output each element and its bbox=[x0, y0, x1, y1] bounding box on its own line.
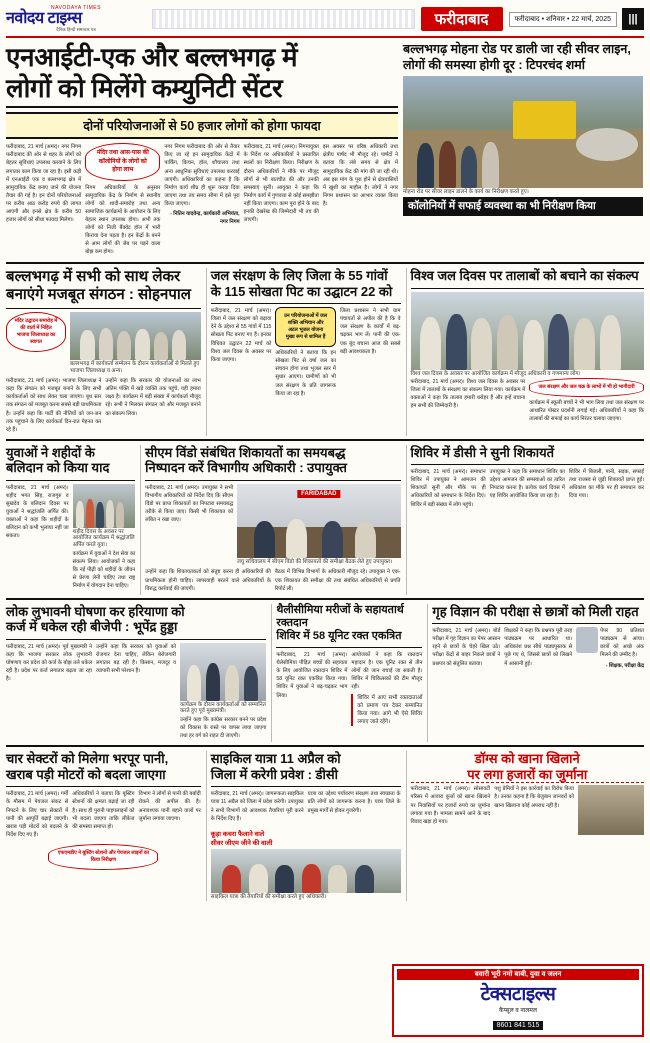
story-cm-window bbox=[140, 445, 400, 595]
sewer-line-story bbox=[403, 42, 643, 258]
section-rule-4 bbox=[6, 745, 644, 747]
vishwajal-body-2: कार्यक्रम में स्कूली बच्चों ने भी भाग लिया तथा जल संरक्षण पर आधारित पोस्टर प्रदर्शनी लगाई गई। अधिकारियों ने कहा कि तालाबों की सफाई का कार्य निरंतर चलाया जाएगा। bbox=[529, 400, 645, 423]
ballabgarh-body-2: उन्होंने कहा कि सरकार की योजनाओं का लाभ अंतिम पंक्ति में खड़े व्यक्ति तक पहुंचे, यही हमारा लक्ष्य है। कार्यक्रम में बड़ी संख्या में कार्यकर्ता मौजूद रहे। सभी ने मिलकर संगठन को और मजबूत बनाने का संकल्प लिया। bbox=[105, 378, 201, 417]
lead-column-3 bbox=[164, 143, 239, 258]
vishwajal-photo bbox=[411, 292, 644, 370]
ballabgarh-headline-l1: बल्लभगढ़ में सभी को साथ लेकर bbox=[6, 268, 181, 286]
thal-headline-l2: शिविर में 58 यूनिट रक्त एकत्रित bbox=[276, 630, 402, 643]
bjp-headline-l2: कर्ज में धकेल रही बीजेपी : भूपेंद्र हुड्डा bbox=[6, 619, 178, 635]
masthead-decorative-strip bbox=[152, 9, 415, 29]
publisher-mark-icon: ||| bbox=[622, 8, 644, 30]
lead-headline-line2: लोगों को मिलेंगे कम्युनिटी सेंटर bbox=[6, 72, 283, 103]
section-rule-2 bbox=[6, 439, 644, 441]
section-rule-1 bbox=[6, 262, 644, 264]
kachra-headline-l1: कूड़ा कचरा फैलाने वाले bbox=[210, 830, 265, 838]
lead-headline-line1: एनआईटी-एक और बल्लभगढ़ में bbox=[6, 42, 298, 72]
grih-rule bbox=[432, 623, 644, 624]
jal-body-2: अधिकारियों ने बताया कि इन सोखता पिट से वर्षा जल का संचयन होगा तथा भूजल स्तर में सुधार आएगा। ग्रामीणों को भी जल संरक्षण के प्रति जागरूक किया जा रहा है। bbox=[275, 350, 336, 397]
bjp-body-3: उन्होंने कहा कि कांग्रेस सरकार बनने पर प्रदेश को विकास के रास्ते पर वापस लाया जाएगा तथा हर वर्ग को राहत दी जाएगी। bbox=[180, 717, 267, 740]
cycle-photo bbox=[211, 849, 401, 893]
bjp-photo bbox=[180, 643, 266, 701]
dog-photo bbox=[578, 785, 644, 835]
jal-headline-l1: जल संरक्षण के लिए जिला के 55 गांवों bbox=[210, 268, 388, 284]
bjp-headline bbox=[6, 604, 266, 635]
sectors-body-2: अधिकारियों ने बताया कि बूस्टिंग स्टेशनों की क्षमता बढ़ाई जा रही है। साथ ही पुरानी पाइपलाइनों को भी बदला जाएगा ताकि लीकेज की समस्या समाप्त हो। bbox=[72, 791, 135, 830]
ballabgarh-body-1: फरीदाबाद, 21 मार्च (अमर)। भाजपा जिलाध्यक्ष ने कहा कि संगठन को मजबूत बनाने के लिए सभी कार्यकर्ताओं को साथ लेकर चला जाएगा। बूथ स्तर तक संगठन को मजबूत करना सबसे बड़ी प्राथमिकता है। उन्होंने कहा कि पार्टी की नीतियों को जन-जन तक पहुंचाने के लिए कार्यकर्ता दिन-रात मेहनत कर रहे हैं। bbox=[6, 378, 102, 433]
shivir-body-1: फरीदाबाद, 21 मार्च (अमर)। समाधान शिविर में उपायुक्त ने आमजन की शिकायतें सुनीं और मौके पर ही अधिकारियों को समाधान के निर्देश दिए। शिविर में बड़ी संख्या में लोग पहुंचे। bbox=[410, 469, 486, 508]
shivir-body-2: उपायुक्त ने कहा कि समाधान शिविर का उद्देश्य आमजन की समस्याओं का त्वरित निपटारा करना है। प्रत्येक कार्य दिवस में यह शिविर आयोजित किया जा रहा है। bbox=[489, 469, 565, 500]
band-4 bbox=[6, 604, 644, 743]
grih-quote-text: पेपर 90 प्रतिशत पाठ्यक्रम से आया। छात्रों को अच्छे अंक मिलने की उम्मीद है। bbox=[600, 628, 645, 659]
vishwajal-photo-caption: विश्व जल दिवस के अवसर पर आयोजित कार्यक्रम में मौजूद अधिकारी व गणमान्य लोग। bbox=[410, 370, 581, 377]
masthead-right bbox=[509, 8, 644, 30]
lead-col2-text: निगम अधिकारियों के अनुसार सामुदायिक केंद्र के निर्माण से स्थानीय लोगों को शादी-समारोह तथा अन्य सामाजिक कार्यक्रमों के आयोजन के लिए बेहतर स्थान उपलब्ध होगा। अभी तक लोगों को निजी बैंक्वेट हॉल में भारी किराया देना पड़ता है। इन केंद्रों के बनने से आम लोगों की जेब पर पड़ने वाला बोझ कम होगा। bbox=[85, 184, 161, 256]
lead-col1-text: फरीदाबाद, 21 मार्च (अमर)। नगर निगम फरीदाबाद की ओर से शहर के लोगों को बेहतर सुविधाएं उपलब्ध करवाने के लिए लगातार काम किया जा रहा है। इसी कड़ी में एनआईटी एक व बल्लभगढ़ क्षेत्र में सामुदायिक केंद्र बनाए जाने की योजना तैयार की गई है। इन दोनों परियोजनाओं पर करीब आठ करोड़ रुपये की लागत आएगी और इनसे क्षेत्र के करीब 50 हजार लोगों को सीधा फायदा मिलेगा। bbox=[6, 144, 82, 223]
sectors-headline-l2: खराब पड़ी मोटरों को बदला जाएगा bbox=[6, 766, 166, 782]
story-shaheed bbox=[6, 445, 135, 595]
cycle-headline-l1: साइकिल यात्रा 11 अप्रैल को bbox=[210, 751, 341, 767]
story-shivir-dc bbox=[406, 445, 644, 595]
thal-body-2: आयोजकों ने कहा कि रक्तदान महादान है। एक यूनिट रक्त से तीन लोगों की जान बचाई जा सकती है। शिविर में चिकित्सकों की टीम मौजूद रही। bbox=[351, 652, 423, 691]
shaheed-headline-l1: युवाओं ने शहीदों के bbox=[6, 444, 95, 460]
cycle-headline-l2: जिला में करेगी प्रवेश : डीसी bbox=[210, 766, 339, 782]
cycle-photo-caption: साइकिल यात्रा की तैयारियों की समीक्षा करते हुए अधिकारी। bbox=[210, 893, 327, 900]
jal-body-3: जिला प्रशासन ने सभी ग्राम पंचायतों से अपील की है कि वे जल संरक्षण के कार्यों में बढ़-चढ़कर भाग लें। पानी की एक-एक बूंद बचाना आज की सबसे बड़ी आवश्यकता है। bbox=[339, 308, 401, 355]
bjp-body-1: फरीदाबाद, 21 मार्च (अमर)। पूर्व मुख्यमंत्री ने कहा कि भाजपा सरकार लोक लुभावनी घोषणाएं कर प्रदेश को कर्ज के बोझ तले धकेल रही है। प्रदेश पर कर्ज लगातार बढ़ता जा रहा है। bbox=[6, 643, 92, 683]
lead-rule bbox=[6, 106, 398, 108]
lead-body-columns bbox=[6, 143, 398, 258]
thal-headline-l1: थैलीसीमिया मरीजों के सहायतार्थ रक्तदान bbox=[276, 603, 404, 629]
grih-body-1: फरीदाबाद, 21 मार्च (अमर)। बोर्ड परीक्षा में गृह विज्ञान का पेपर आसान रहने से छात्रों के चेहरे खिल उठे। परीक्षा केंद्रों से बाहर निकले छात्रों ने प्रश्नपत्र को संतुलित बताया। bbox=[432, 628, 501, 667]
shaheed-headline-l2: बलिदान को किया याद bbox=[6, 460, 110, 476]
cmwindow-body-1: फरीदाबाद, 21 मार्च (अमर)। उपायुक्त ने सभी विभागीय अधिकारियों को निर्देश दिए कि सीएम विंडो पर प्राप्त शिकायतों का निपटारा समयबद्ध तरीके से किया जाए। किसी भी शिकायत को लंबित न रखा जाए। bbox=[145, 484, 234, 524]
shaheed-headline bbox=[6, 445, 135, 476]
sectors-body-1: फरीदाबाद, 21 मार्च (अमर)। गर्मी के मौसम में पेयजल संकट से निपटने के लिए चार सेक्टरों में पानी की आपूर्ति बढ़ाई जाएगी। खराब पड़ी मोटरों को बदलने के निर्देश दिए गए हैं। bbox=[6, 791, 69, 838]
newspaper-logo bbox=[6, 5, 146, 33]
bjp-rule bbox=[6, 639, 266, 640]
faridabad-banner: FARIDABAD bbox=[297, 490, 340, 498]
lead-headline bbox=[6, 42, 398, 103]
band-3 bbox=[6, 445, 644, 595]
shaheed-rule bbox=[6, 480, 135, 481]
cycle-rule bbox=[211, 786, 401, 787]
dogs-headline-l2: पर लगा हजारों का जुर्माना bbox=[467, 766, 588, 782]
lead-col4-text: फरीदाबाद, 21 मार्च (अमर)। निगमायुक्त के निर्देश पर अधिकारियों ने प्रस्तावित स्थलों का निरीक्षण किया। निरीक्षण के दौरान अधिकारियों ने मौके पर मौजूद लोगों से भी बातचीत की और उनकी समस्याएं सुनीं। आयुक्त ने कहा कि निर्माण कार्य में गुणवत्ता से कोई समझौता नहीं किया जाएगा। काम पूरा होने के बाद इनकी देखरेख की जिम्मेदारी भी तय की जाएगी। bbox=[243, 144, 319, 223]
sewer-headline: बल्लभगढ़ मोहना रोड पर डाली जा रही सीवर लाइन, लोगों की समस्या होगी दूर : टिपरचंद शर्मा bbox=[403, 42, 631, 72]
story-vishwa-jal-diwas bbox=[406, 268, 644, 436]
shivir-headline: शिविर में डीसी ने सुनी शिकायतें bbox=[410, 444, 555, 460]
cycle-body-1: फरीदाबाद, 21 मार्च (अमर)। जागरूकता साइकिल यात्रा 11 अप्रैल को जिला में प्रवेश करेगी। उपायुक्त ने सभी विभागों को आवश्यक तैयारियां पूरी करने के निर्देश दिए हैं। bbox=[210, 791, 304, 822]
story-jal-sanrakshan bbox=[206, 268, 401, 436]
dogs-headline-l1: डॉग्स को खाना खिलाने bbox=[474, 751, 580, 767]
bjp-body-2: उन्होंने कहा कि सरकार को युवाओं को रोजगार देना चाहिए, लेकिन बेरोजगारी लगातार बढ़ रही है। किसान, मजदूर व व्यापारी सभी परेशान हैं। bbox=[96, 643, 176, 675]
issue-date: फरीदाबाद • शनिवार • 22 मार्च, 2025 bbox=[509, 12, 617, 27]
ballabgarh-photo-caption: बल्लभगढ़ में कार्यकर्ता सम्मेलन के दौरान कार्यकर्ताओं से मिलते हुए भाजपा जिलाध्यक्ष व अन्य। bbox=[70, 361, 200, 374]
thal-rule bbox=[276, 647, 422, 648]
bjp-headline-l1: लोक लुभावनी घोषणा कर हरियाणा को bbox=[6, 603, 185, 619]
cmwindow-photo-caption: लघु सचिवालय में सीएम विंडो की शिकायतों की समीक्षा बैठक लेते हुए उपायुक्त। bbox=[237, 558, 393, 565]
story-grih-vigyan bbox=[427, 604, 644, 743]
jal-headline bbox=[211, 268, 401, 299]
section-rule-3 bbox=[6, 598, 644, 600]
shaheed-body-2: कार्यक्रम में युवाओं ने देश सेवा का संकल्प लिया। आयोजकों ने कहा कि नई पीढ़ी को शहीदों के जीवन से प्रेरणा लेनी चाहिए तथा राष्ट्र निर्माण में योगदान देना चाहिए। bbox=[72, 550, 136, 589]
story-cycle-yatra bbox=[206, 751, 401, 901]
shaheed-body-1: फरीदाबाद, 21 मार्च (अमर)। शहीद भगत सिंह, राजगुरु व सुखदेव के बलिदान दिवस पर युवाओं ने श्रद्धांजलि अर्पित की। वक्ताओं ने कहा कि शहीदों के बलिदान को कभी भुलाया नहीं जा सकता। bbox=[6, 484, 69, 540]
dogs-body-2: पशु प्रेमियों ने इस कार्रवाई का विरोध किया है। उनका कहना है कि बेजुबान जानवरों को खाना खिलाना कोई अपराध नहीं है। bbox=[494, 786, 575, 809]
sectors-rule bbox=[6, 786, 201, 787]
story-thalassemia bbox=[271, 604, 422, 743]
ad-subtitle: कैप्सूल व नालमल bbox=[499, 1008, 537, 1014]
cmwindow-headline bbox=[145, 445, 400, 476]
shaheed-photo bbox=[73, 484, 136, 528]
lead-callout: मंदिर तथा आस-पास की कॉलोनियों के लोगों को होगा लाभ bbox=[85, 143, 160, 180]
jal-callout: उन परियोजनाओं में जल शक्ति अभियान और अटल भूजल योजना मुख्य रूप से शामिल हैं bbox=[275, 307, 336, 347]
sectors-callout: एफएमडीए ने बूस्टिंग स्टेशनों और पेयजल लाइनों का किया निरीक्षण bbox=[48, 844, 158, 870]
logo-english-name: NAVODAYA TIMES bbox=[51, 5, 101, 11]
grih-headline: गृह विज्ञान की परीक्षा से छात्रों को मिली राहत bbox=[432, 603, 639, 619]
jal-body-1: फरीदाबाद, 21 मार्च (अमर)। जिला में जल संरक्षण को बढ़ावा देने के उद्देश्य से 55 गांवों में 115 सोखता पिट बनाए गए हैं। इनका विधिवत उद्घाटन 22 मार्च को विश्व जल दिवस के अवसर पर किया जाएगा। bbox=[210, 308, 272, 363]
ballabgarh-headline-l2: बनाएंगे मजबूत संगठन : सोहनपाल bbox=[6, 286, 191, 304]
thal-headline bbox=[276, 604, 422, 644]
cmwindow-headline-l1: सीएम विंडो संबंधित शिकायतों का समयबद्ध bbox=[145, 444, 346, 460]
shaheed-photo-caption: शहीद दिवस के अवसर पर आयोजित कार्यक्रम में श्रद्धांजलि अर्पित करते युवा। bbox=[72, 528, 135, 549]
vishwajal-rule bbox=[411, 288, 644, 289]
lead-story bbox=[6, 42, 398, 258]
band-2 bbox=[6, 268, 644, 436]
ad-phone[interactable]: 8601 841 515 bbox=[493, 1021, 544, 1030]
edition-badge: फरीदाबाद bbox=[421, 7, 503, 31]
masthead bbox=[6, 4, 644, 38]
thal-body-1: फरीदाबाद, 21 मार्च (अमर)। थैलेसीमिया पीड़ित बच्चों की सहायता के लिए आयोजित रक्तदान शिविर में 58 यूनिट रक्त एकत्रित किया गया। शिविर में युवाओं ने बढ़-चढ़कर भाग लिया। bbox=[276, 652, 348, 699]
lead-col3-text: नगर निगम फरीदाबाद की ओर से तैयार किए जा रहे इन सामुदायिक केंद्रों में पार्किंग, किचन, हॉल, शौचालय तथा अन्य आधुनिक सुविधाएं उपलब्ध करवाई जाएंगी। अधिकारियों का कहना है कि निर्माण कार्य शीघ्र ही शुरू करवा दिया जाएगा तथा तय समय सीमा में इसे पूरा किया जाएगा। bbox=[164, 144, 240, 207]
ballabgarh-photo bbox=[70, 312, 201, 360]
top-zone bbox=[6, 42, 644, 258]
sectors-headline-l1: चार सेक्टरों को मिलेगा भरपूर पानी, bbox=[6, 751, 169, 767]
jal-headline-l2: के 115 सोखता पिट का उद्घाटन 22 को bbox=[210, 283, 393, 299]
dogs-body-1: फरीदाबाद, 21 मार्च (अमर)। सोसायटी परिसर में आवारा कुत्तों को खाना खिलाने पर निवासियों पर हजारों रुपये का जुर्माना लगाया गया है। मामला सामने आने के बाद विवाद खड़ा हो गया। bbox=[410, 786, 491, 825]
cycle-headline bbox=[211, 751, 401, 782]
ad-brand-name: टेक्सटाइल्स bbox=[480, 984, 556, 1005]
cmwindow-photo bbox=[237, 484, 400, 558]
lead-column-4 bbox=[244, 143, 319, 258]
cmwindow-rule bbox=[145, 480, 400, 481]
ballabgarh-callout: मंदिर उद्घाटन समारोह में की वार्ता में निहित भाजपा जिलाध्यक्ष का स्वागत bbox=[6, 312, 66, 352]
bottom-advertisement[interactable] bbox=[392, 964, 644, 1037]
cycle-body-2: यात्रा का उद्देश्य पर्यावरण संरक्षण तथा स्वच्छता के प्रति लोगों को जागरूक करना है। यात्रा जिले के प्रमुख मार्गों से होकर गुजरेगी। bbox=[307, 791, 401, 814]
story-dogs-fine bbox=[406, 751, 644, 901]
lead-col3-credit: - नितिन यादवेन्द्र, कार्यकारी अभियंता, नगर निगम bbox=[170, 210, 240, 225]
ballabgarh-rule bbox=[6, 308, 201, 309]
teacher-photo bbox=[576, 627, 598, 653]
story-bjp-karz bbox=[6, 604, 266, 743]
story-sectors-water bbox=[6, 751, 201, 901]
story-ballabgarh-sangathan bbox=[6, 268, 201, 436]
sewer-photo bbox=[403, 76, 643, 188]
kachra-headline-l2: सीवर जीएम जीने की वाली bbox=[210, 839, 273, 847]
vishwajal-callout: जल संरक्षण और जल चक्र के लाभों में भी हो भागीदारी bbox=[529, 378, 644, 397]
lead-column-5 bbox=[323, 143, 398, 258]
jal-rule bbox=[211, 303, 401, 304]
lead-col5-text: इस अवसर पर वरिष्ठ अधिकारी तथा क्षेत्रीय पार्षद भी मौजूद रहे। पार्षदों ने बताया कि लंबे समय से क्षेत्र में सामुदायिक केंद्र की मांग की जा रही थी। अब इस मांग के पूरा होने से क्षेत्रवासियों में खुशी का माहौल है। लोगों ने नगर निगम प्रशासन का आभार व्यक्त किया है। bbox=[322, 144, 399, 207]
cmwindow-body-3: बैठक में विभिन्न विभागों के अधिकारी मौजूद रहे। उपायुक्त ने एक-एक शिकायत की समीक्षा की तथा संबंधित अधिकारियों से प्रगति रिपोर्ट ली। bbox=[274, 569, 401, 592]
dogs-headline bbox=[411, 751, 644, 783]
sectors-body-3: विभाग ने लोगों से पानी की बर्बादी रोकने की अपील की है। अनावश्यक पानी बहाने वालों पर जुर्माना लगाया जाएगा। bbox=[138, 791, 201, 822]
bjp-photo-caption: कार्यक्रम के दौरान कार्यकर्ताओं को सम्मानित करते हुए पूर्व मुख्यमंत्री। bbox=[180, 701, 266, 715]
sewer-photo-caption: मोहना रोड पर सीवर लाइन डालने के कार्य का निरीक्षण करते हुए। bbox=[403, 189, 529, 196]
cmwindow-body-2: उन्होंने कहा कि शिकायतकर्ता को संतुष्ट करना ही अधिकारियों की प्राथमिकता होनी चाहिए। लापरवाही बरतने वाले अधिकारियों के विरुद्ध कार्रवाई की जाएगी। bbox=[145, 569, 271, 592]
shivir-body-3: शिविर में बिजली, पानी, सड़क, सफाई तथा राजस्व से जुड़ी शिकायतें प्राप्त हुईं। अधिकांश का मौके पर ही समाधान कर दिया गया। bbox=[568, 469, 644, 500]
vishwajal-headline: विश्व जल दिवस पर तालाबों को बचाने का संकल्प bbox=[410, 268, 639, 284]
ad-top-strip: बवारी भूरी नमो बाबी, युवा व जलन bbox=[397, 969, 639, 980]
lead-column-2 bbox=[85, 143, 160, 258]
lead-column-1 bbox=[6, 143, 81, 258]
grih-quote-by: - शिक्षक, परीक्षा केंद्र bbox=[605, 662, 645, 669]
logo-hindi-name: नवोदय टाइम्स bbox=[6, 10, 82, 27]
thal-quote: शिविर में आए सभी रक्तदाताओं को प्रमाण पत्र देकर सम्मानित किया गया। आगे भी ऐसे शिविर लगाए जाते रहेंगे। bbox=[351, 694, 422, 726]
excavator-shape bbox=[513, 101, 575, 139]
lead-kicker: दोनों परियोजनाओं से 50 हजार लोगों को होगा फायदा bbox=[6, 112, 398, 139]
sectors-headline bbox=[6, 751, 201, 782]
logo-tagline: दैनिक हिन्दी समाचार पत्र bbox=[56, 27, 96, 32]
band-5 bbox=[6, 751, 644, 901]
grih-body-2: शिक्षकों ने कहा कि प्रश्नपत्र पूरी तरह पाठ्यक्रम पर आधारित था। अधिकांश प्रश्न सीधे पाठ्यपुस्तक से पूछे गए थे, जिससे छात्रों को लिखने में आसानी हुई। bbox=[504, 628, 573, 667]
sewer-subhead-bar: कॉलोनियों में सफाई व्यवस्था का भी निरीक्षण किया bbox=[403, 197, 643, 216]
shivir-rule bbox=[411, 464, 644, 465]
vishwajal-body-1: फरीदाबाद, 21 मार्च (अमर)। विश्व जल दिवस के अवसर पर जिला में तालाबों के संरक्षण का संकल्प लिया गया। कार्यक्रम में वक्ताओं ने कहा कि तालाब हमारी धरोहर हैं और इन्हें बचाना हम सभी की जिम्मेदारी है। bbox=[410, 379, 526, 410]
cmwindow-headline-l2: निष्पादन करें विभागीय अधिकारी : उपायुक्त bbox=[145, 460, 347, 476]
ballabgarh-headline bbox=[6, 268, 201, 304]
